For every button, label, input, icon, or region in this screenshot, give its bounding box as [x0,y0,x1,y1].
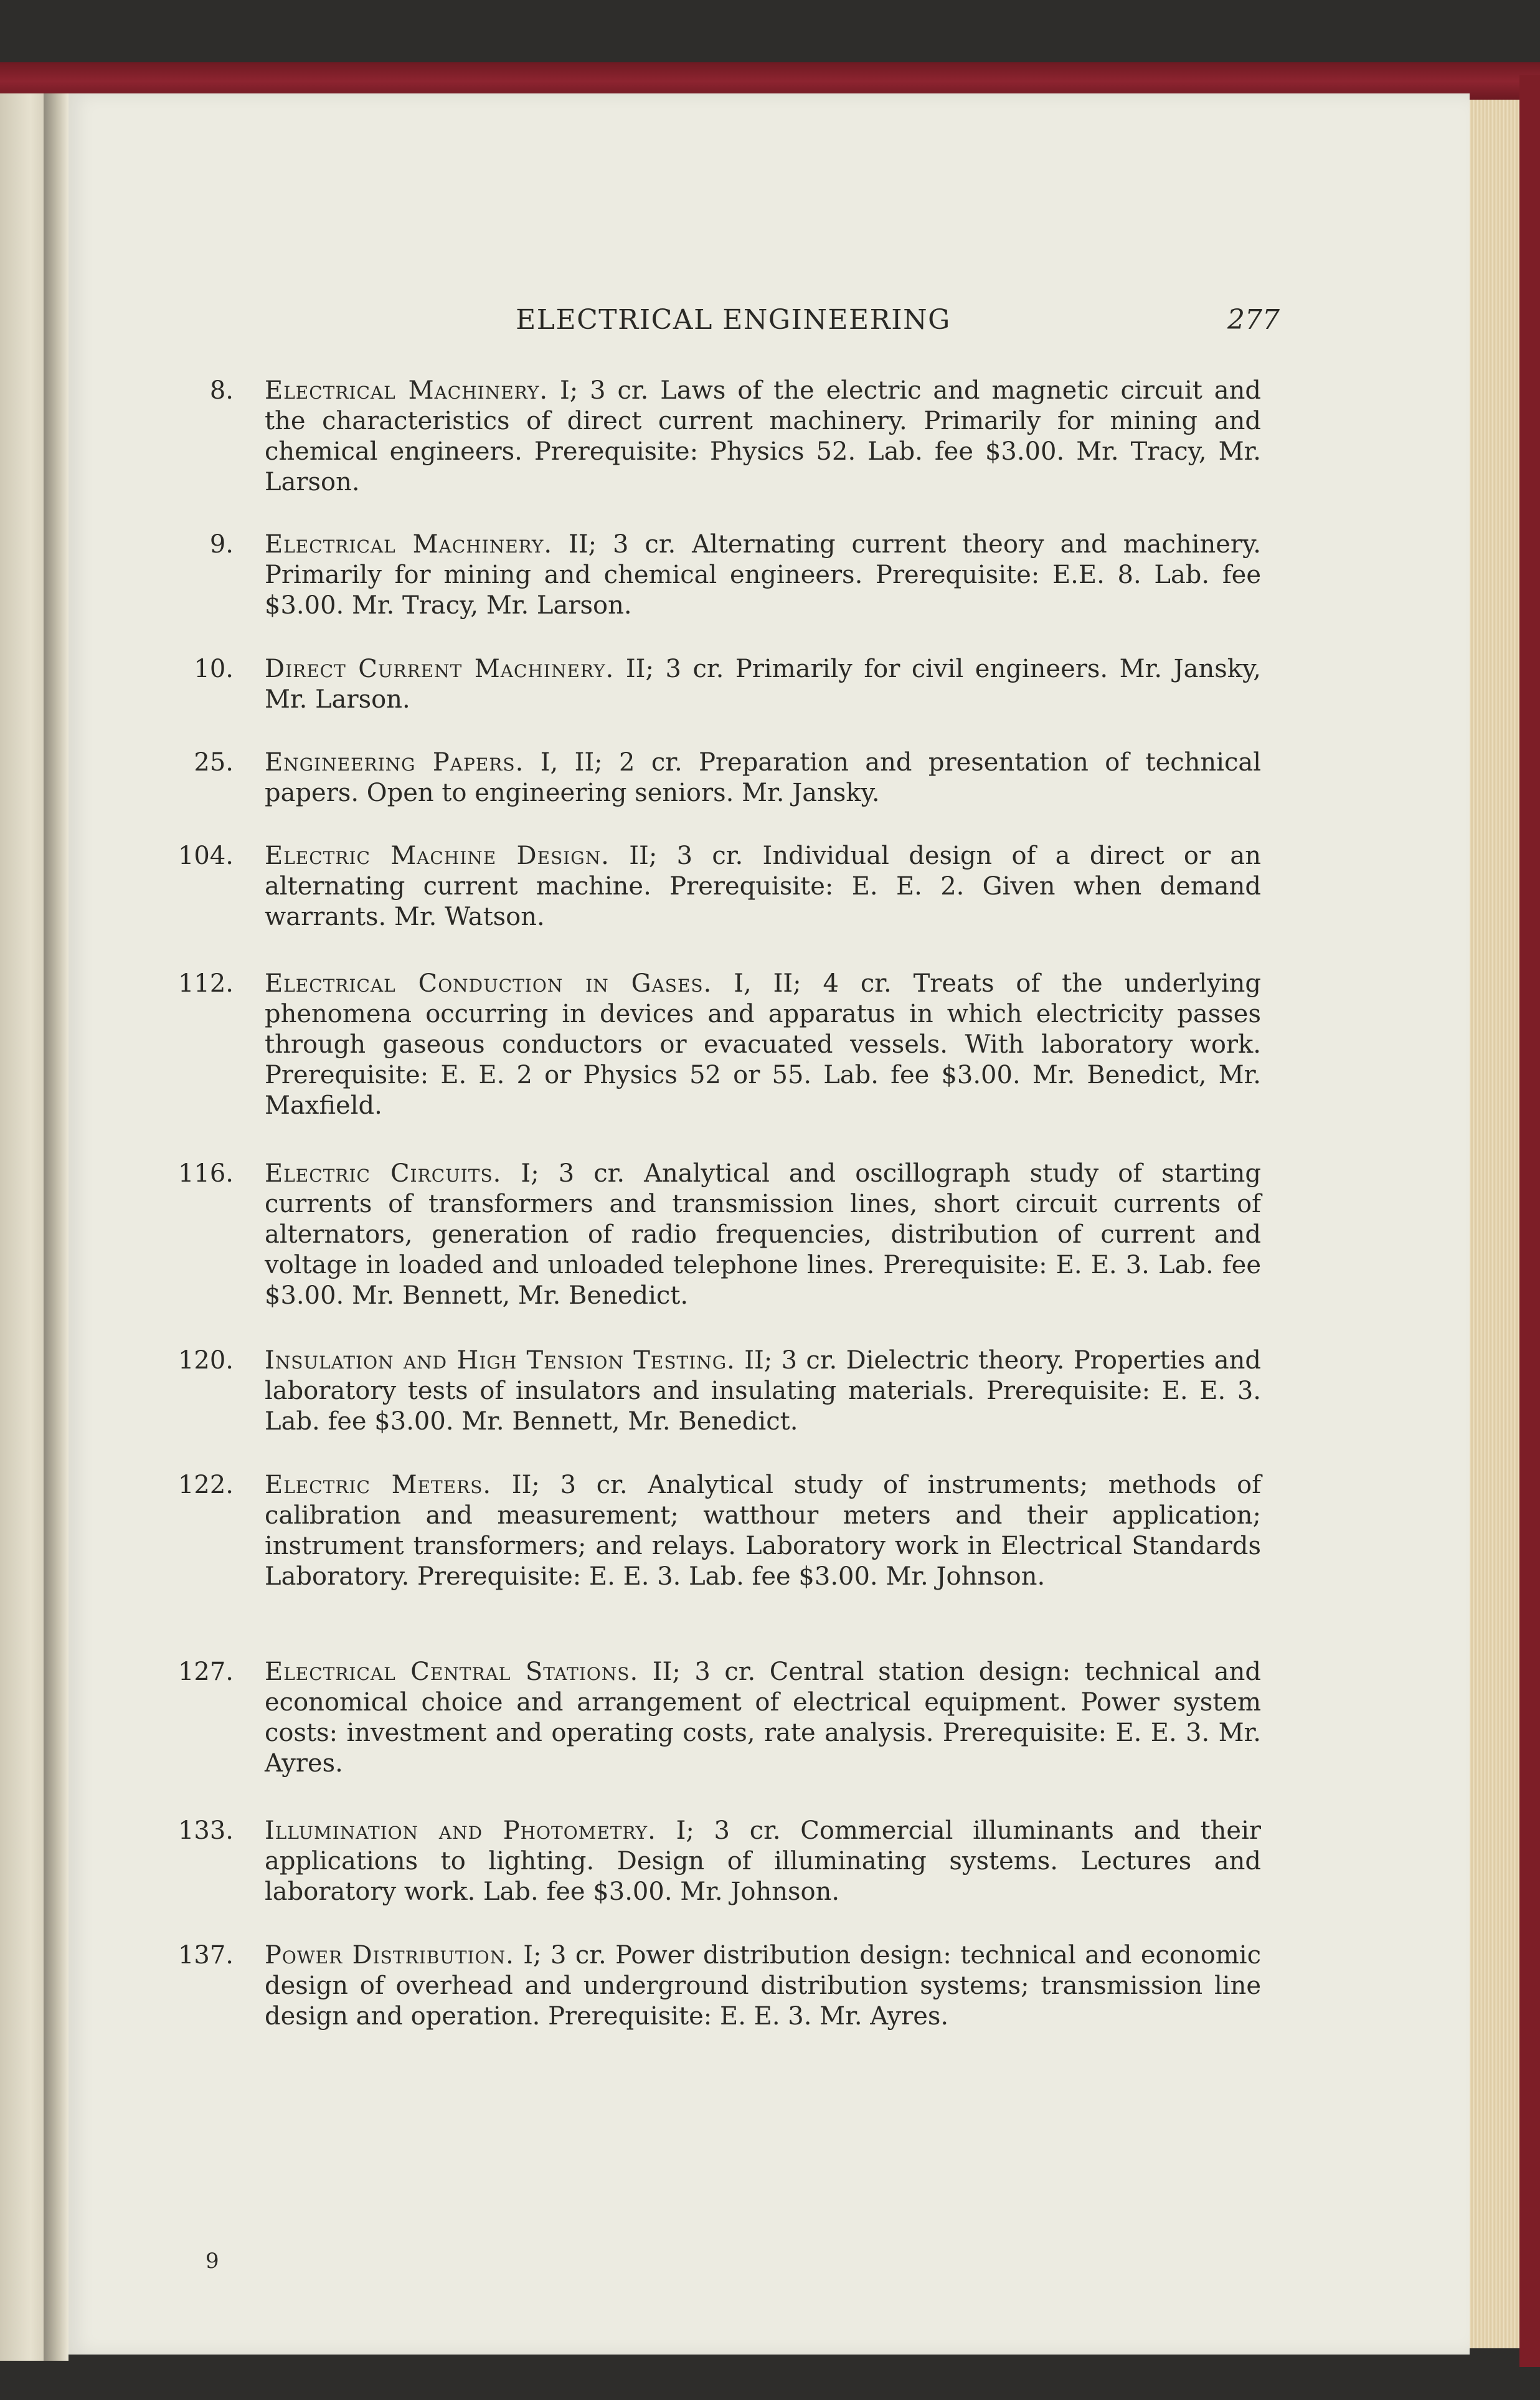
course-text: I; 3 cr. Analytical and oscillograph study of starting currents of transformers and transmission lines, short circuit currents of alternators, generation of radio frequencies, distribution of current and voltage in loaded and unloaded telephone lines. Prerequisite: E. E. 3. Lab. fee $3.00. Mr. Bennett, Mr. Benedict. [265,1159,1261,1310]
course-title: Electric Meters. [265,1471,492,1499]
course-title: Electrical Conduction in Gases. [265,969,712,998]
running-head-title: ELECTRICAL ENGINEERING [516,304,951,336]
course-text: II; 3 cr. Dielectric theory. Properties and laboratory tests of insulators and insulating materials. Prerequisite: E. E. 3. Lab. fee $3.00. Mr. Bennett, Mr. Benedict. [265,1346,1262,1436]
course-text: I; 3 cr. Commercial illuminants and their applications to lighting. Design of illuminating systems. Lectures and laboratory work. Lab. fee $3.00. Mr. Johnson. [265,1816,1262,1906]
course-description [265,841,1261,932]
signature-mark: 9 [205,2249,219,2274]
course-entry [174,747,1261,809]
course-entry [174,1657,1261,1779]
course-description [265,1345,1261,1437]
course-title: Electrical Central Stations. [265,1658,639,1686]
course-number: 127. [177,1658,234,1686]
course-text: I; 3 cr. Power distribution design: technical and economic design of overhead and underground distribution systems; transmission line design and operation. Prerequisite: E. E. 3. Mr. Ayres. [265,1941,1261,2031]
course-title: Direct Current Machinery. [265,655,615,683]
course-entry [174,529,1261,621]
course-description [265,1470,1261,1592]
course-number: 10. [194,655,234,683]
course-title: Insulation and High Tension Testing. [265,1346,735,1375]
course-entry [174,1816,1261,1907]
course-title: Engineering Papers. [265,748,524,777]
course-title: Electric Circuits. [265,1159,502,1188]
course-description [265,1816,1261,1907]
page-number: 277 [1227,304,1280,336]
course-number: 112. [177,969,234,998]
course-entry [174,1940,1261,2032]
course-description [265,376,1261,498]
course-number: 120. [177,1346,234,1375]
course-entry [174,654,1261,715]
course-text: II; 3 cr. Analytical study of instruments; methods of calibration and measurement; watthour meters and their application; instrument transformers; and relays. Laboratory work in Electrical Standards Laboratory. Prerequisite: E. E. 3. Lab. fee $3.00. Mr. Johnson. [265,1471,1262,1591]
course-number: 116. [177,1159,234,1188]
course-number: 133. [177,1816,234,1845]
course-description [265,529,1261,621]
course-title: Electrical Machinery. [265,376,549,405]
course-description [265,1657,1261,1779]
course-number: 137. [177,1941,234,1970]
running-head [187,301,1280,339]
course-description [265,1940,1261,2032]
course-text: II; 3 cr. Primarily for civil engineers. Mr. Jansky, Mr. Larson. [265,655,1262,714]
course-text: II; 3 cr. Central station design: technical and economical choice and arrangement of electrical equipment. Power system costs: investment and operating costs, rate analysis. Prerequisite: E. E. 3. Mr. Ayres. [265,1658,1262,1778]
course-entry [174,1470,1261,1592]
course-number: 25. [194,748,234,777]
course-text: I, II; 4 cr. Treats of the underlying phenomena occurring in devices and apparatus in which electricity passes through gaseous conductors or evacuated vessels. With laboratory work. Prerequisite: E. E. 2 or Physics 52 or 55. Lab. fee $3.00. Mr. Benedict, Mr. Maxfield. [265,969,1261,1120]
course-number: 104. [177,842,234,870]
course-description [265,654,1261,715]
course-entry [174,1159,1261,1311]
course-entry [174,969,1261,1121]
course-description [265,969,1261,1121]
course-text: II; 3 cr. Individual design of a direct or an alternating current machine. Prerequisite: E. E. 2. Given when demand warrants. Mr. Watson. [265,842,1261,931]
course-text: II; 3 cr. Alternating current theory and machinery. Primarily for mining and chemical engineers. Prerequisite: E.E. 8. Lab. fee $3.00. Mr. Tracy, Mr. Larson. [265,530,1262,620]
course-entry [174,1345,1261,1437]
course-title: Electrical Machinery. [265,530,553,559]
course-description [265,1159,1261,1311]
course-number: 122. [177,1471,234,1499]
course-title: Electric Machine Design. [265,842,610,870]
course-title: Illumination and Photometry. [265,1816,656,1845]
course-text: I; 3 cr. Laws of the electric and magnetic circuit and the characteristics of direct current machinery. Primarily for mining and chemical engineers. Prerequisite: Physics 52. Lab. fee $3.00. Mr. Tracy, Mr. Larson. [265,376,1261,496]
course-entry [174,841,1261,932]
course-text: I, II; 2 cr. Preparation and presentation of technical papers. Open to engineering seniors. Mr. Jansky. [265,748,1262,807]
course-description [265,747,1261,809]
course-entry [174,376,1261,498]
course-title: Power Distribution. [265,1941,514,1970]
course-number: 8. [209,376,234,405]
course-number: 9. [209,530,234,559]
